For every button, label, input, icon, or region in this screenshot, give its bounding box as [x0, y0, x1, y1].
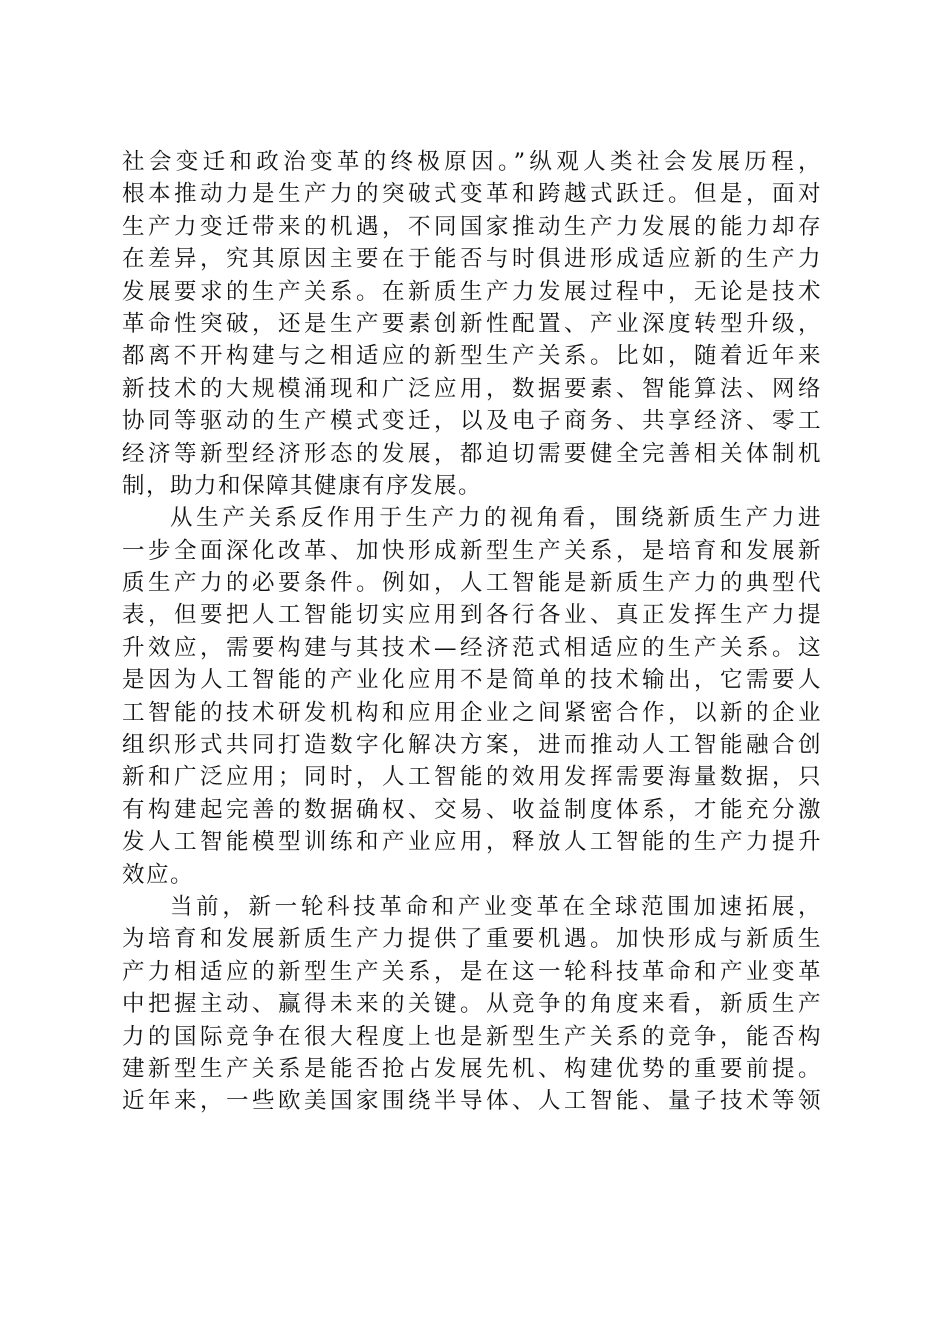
paragraph-3 [122, 891, 822, 1118]
text-line: 都离不开构建与之相适应的新型生产关系。比如，随着近年来 [122, 343, 822, 370]
text-line: 近年来，一些欧美国家围绕半导体、人工智能、量子技术等领 [122, 1088, 822, 1115]
text-line: 新和广泛应用；同时，人工智能的效用发挥需要海量数据，只 [122, 764, 822, 791]
text-line: 力的国际竞争在很大程度上也是新型生产关系的竞争，能否构 [122, 1023, 822, 1050]
text-line: 为培育和发展新质生产力提供了重要机遇。加快形成与新质生 [122, 926, 822, 953]
paragraph-1 [122, 146, 822, 502]
text-line: 经济等新型经济形态的发展，都迫切需要健全完善相关体制机 [122, 440, 822, 467]
text-line: 质生产力的必要条件。例如，人工智能是新质生产力的典型代 [122, 570, 822, 597]
text-line: 工智能的技术研发机构和应用企业之间紧密合作，以新的企业 [122, 699, 822, 726]
text-line: 效应。 [122, 861, 195, 888]
text-line: 一步全面深化改革、加快形成新型生产关系，是培育和发展新 [122, 537, 822, 564]
text-line: 发人工智能模型训练和产业应用，释放人工智能的生产力提升 [122, 829, 822, 856]
text-line: 协同等驱动的生产模式变迁，以及电子商务、共享经济、零工 [122, 408, 822, 435]
text-line: 在差异，究其原因主要在于能否与时俱进形成适应新的生产力 [122, 246, 822, 273]
text-line: 产力相适应的新型生产关系，是在这一轮科技革命和产业变革 [122, 958, 822, 985]
paragraph-2 [122, 502, 822, 891]
text-line: 建新型生产关系是能否抢占发展先机、构建优势的重要前提。 [122, 1055, 822, 1082]
text-line: 是因为人工智能的产业化应用不是简单的技术输出，它需要人 [122, 667, 822, 694]
text-line: 制，助力和保障其健康有序发展。 [122, 472, 483, 499]
document-page [122, 146, 822, 1118]
text-line: 生产力变迁带来的机遇，不同国家推动生产力发展的能力却存 [122, 213, 822, 240]
text-line: 表，但要把人工智能切实应用到各行各业、真正发挥生产力提 [122, 602, 822, 629]
text-line: 有构建起完善的数据确权、交易、收益制度体系，才能充分激 [122, 796, 822, 823]
text-line: 升效应，需要构建与其技术—经济范式相适应的生产关系。这 [122, 634, 822, 661]
text-line: 从生产关系反作用于生产力的视角看，围绕新质生产力进 [170, 505, 822, 532]
text-line: 社会变迁和政治变革的终极原因。”纵观人类社会发展历程， [122, 149, 822, 175]
text-line: 新技术的大规模涌现和广泛应用，数据要素、智能算法、网络 [122, 375, 822, 402]
text-line: 当前，新一轮科技革命和产业变革在全球范围加速拓展， [170, 893, 822, 920]
text-line: 发展要求的生产关系。在新质生产力发展过程中，无论是技术 [122, 278, 822, 305]
text-line: 革命性突破，还是生产要素创新性配置、产业深度转型升级， [122, 310, 822, 337]
text-line: 根本推动力是生产力的突破式变革和跨越式跃迁。但是，面对 [122, 181, 822, 208]
text-line: 中把握主动、赢得未来的关键。从竞争的角度来看，新质生产 [122, 991, 822, 1018]
text-line: 组织形式共同打造数字化解决方案，进而推动人工智能融合创 [122, 732, 822, 759]
